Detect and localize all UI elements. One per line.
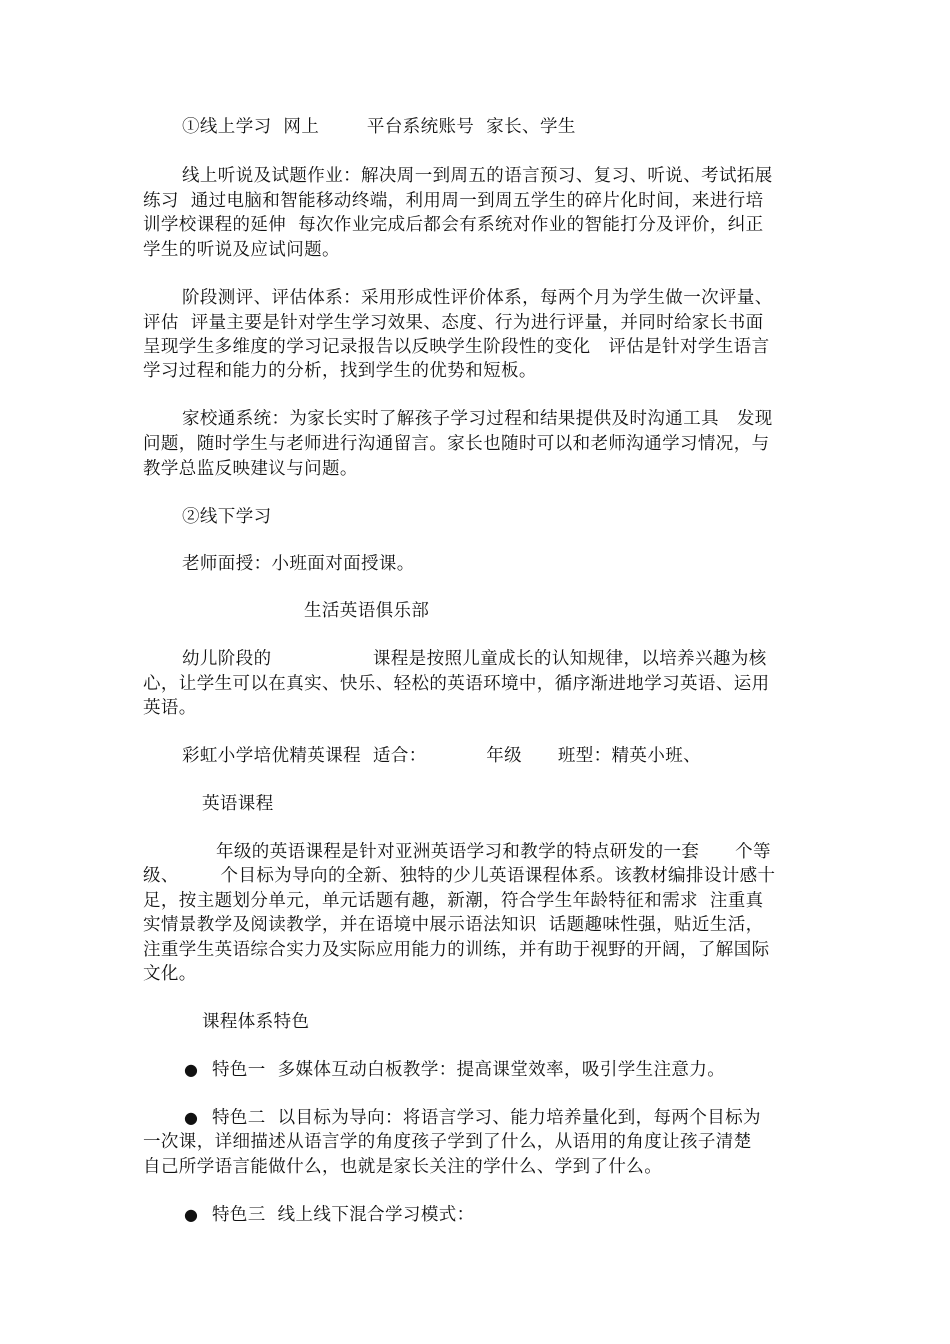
paragraph-line: 呈现学生多维度的学习记录报告以反映学生阶段性的变化 评估是针对学生语言 [143, 337, 770, 357]
heading-life-english-club: 生活英语俱乐部 [304, 601, 430, 621]
paragraph-line: 级、 个目标为导向的全新、独特的少儿英语课程体系。该教材编排设计感十 [143, 866, 776, 886]
paragraph-line: 问题，随时学生与老师进行沟通留言。家长也随时可以和老师沟通学习情况，与 [143, 434, 770, 454]
bullet-icon: ● [184, 1108, 199, 1127]
feature-two: 特色二 以目标为导向：将语言学习、能力培养量化到，每两个目标为 [212, 1108, 761, 1128]
heading-online-learning: ①线上学习 网上 平台系统账号 家长、学生 [182, 117, 576, 137]
heading-course-features: 课程体系特色 [202, 1012, 310, 1032]
paragraph-line: 英语。 [143, 698, 197, 718]
paragraph-line: 家校通系统：为家长实时了解孩子学习过程和结果提供及时沟通工具 发现 [182, 409, 773, 429]
paragraph-line: 心，让学生可以在真实、快乐、轻松的英语环境中，循序渐进地学习英语、运用 [143, 674, 770, 694]
paragraph-line: 练习 通过电脑和智能移动终端，利用周一到周五学生的碎片化时间，来进行培 [143, 191, 764, 211]
bullet-icon: ● [184, 1060, 199, 1079]
paragraph-line: 彩虹小学培优精英课程 适合： 年级 班型：精英小班、 [182, 746, 702, 766]
heading-english-course: 英语课程 [202, 794, 274, 814]
bullet-icon: ● [184, 1205, 199, 1224]
paragraph-line: 一次课，详细描述从语言学的角度孩子学到了什么，从语用的角度让孩子清楚 [143, 1132, 752, 1152]
paragraph-line: 老师面授：小班面对面授课。 [182, 554, 415, 574]
paragraph-line: 训学校课程的延伸 每次作业完成后都会有系统对作业的智能打分及评价，纠正 [143, 215, 764, 235]
paragraph-line: 年级的英语课程是针对亚洲英语学习和教学的特点研发的一套 个等 [216, 842, 771, 862]
paragraph-line: 注重学生英语综合实力及实际应用能力的训练，并有助于视野的开阔，了解国际 [143, 940, 770, 960]
feature-three: 特色三 线上线下混合学习模式： [212, 1205, 475, 1225]
paragraph-line: 评估 评量主要是针对学生学习效果、态度、行为进行评量，并同时给家长书面 [143, 313, 764, 333]
paragraph-line: 教学总监反映建议与问题。 [143, 459, 358, 479]
paragraph-line: 实情景教学及阅读教学，并在语境中展示语法知识 话题趣味性强，贴近生活， [143, 915, 764, 935]
paragraph-line: 幼儿阶段的 课程是按照儿童成长的认知规律，以培养兴趣为核 [182, 649, 767, 669]
heading-offline-learning: ②线下学习 [182, 507, 272, 527]
paragraph-line: 学生的听说及应试问题。 [143, 240, 340, 260]
paragraph-line: 阶段测评、评估体系：采用形成性评价体系，每两个月为学生做一次评量、 [182, 288, 773, 308]
paragraph-line: 线上听说及试题作业：解决周一到周五的语言预习、复习、听说、考试拓展 [182, 166, 773, 186]
paragraph-line: 学习过程和能力的分析，找到学生的优势和短板。 [143, 361, 537, 381]
feature-one: 特色一 多媒体互动白板教学：提高课堂效率，吸引学生注意力。 [212, 1060, 726, 1080]
paragraph-line: 自己所学语言能做什么，也就是家长关注的学什么、学到了什么。 [143, 1157, 663, 1177]
paragraph-line: 足，按主题划分单元，单元话题有趣，新潮，符合学生年龄特征和需求 注重真 [143, 891, 764, 911]
paragraph-line: 文化。 [143, 964, 197, 984]
